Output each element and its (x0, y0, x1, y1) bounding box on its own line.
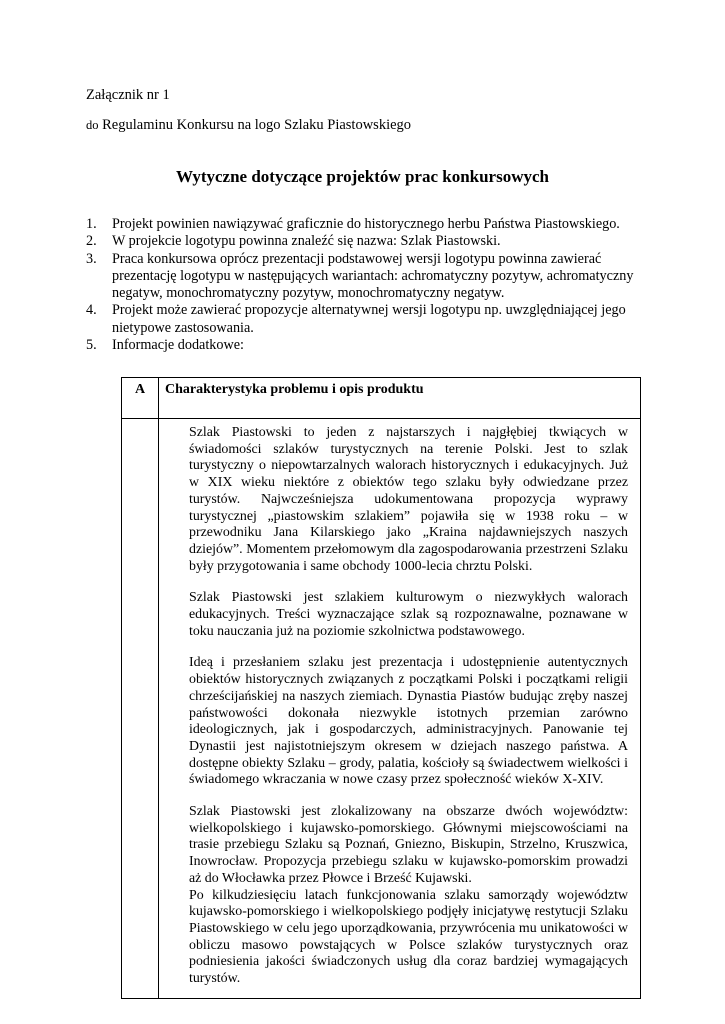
section-body (159, 419, 641, 999)
regulation-prefix: do (86, 118, 99, 132)
body-paragraph: Po kilkudziesięciu latach funkcjonowania szlaku samorządy województw kujawsko-pomorskiego i wielkopolskiego podjęły inicjatywę restytucji Szlaku Piastowskiego w celu jego uporządkowania, przywrócenia mu unikatowości w obliczu masowo powstających w Polsce szlaków turystycznych oraz podniesienia jakości świadczonych usług dla coraz bardziej wymagających turystów. (189, 887, 628, 987)
list-item-number: 3. (86, 250, 97, 267)
list-item-text: Projekt może zawierać propozycje alternatywnej wersji logotypu np. uwzględniającej jego nietypowe zastosowania. (112, 302, 626, 336)
regulation-reference (86, 117, 411, 134)
info-table (121, 377, 641, 999)
empty-cell (122, 419, 159, 999)
list-item-text: Informacje dodatkowe: (112, 337, 244, 354)
regulation-title: Regulaminu Konkursu na logo Szlaku Piastowskiego (98, 117, 412, 133)
guidelines-list (86, 216, 646, 354)
section-letter: A (122, 378, 159, 419)
page-title: Wytyczne dotyczące projektów prac konkursowych (175, 167, 549, 186)
list-item (86, 337, 646, 354)
table-row (122, 419, 641, 999)
section-heading: Charakterystyka problemu i opis produktu (159, 378, 641, 419)
body-paragraph: Szlak Piastowski jest szlakiem kulturowym o niezwykłych walorach edukacyjnych. Treści wyznaczające szlak są rozpoznawalne, poznawane w toku nauczania już na poziomie szkolnictwa podstawowego. (189, 590, 628, 639)
table-row (122, 378, 641, 419)
list-item (86, 302, 646, 337)
list-item-number: 4. (86, 302, 97, 319)
list-item (86, 216, 646, 233)
list-item-number: 1. (86, 216, 97, 232)
body-paragraph: Ideą i przesłaniem szlaku jest prezentacja i udostępnienie autentycznych obiektów historycznych związanych z początkami Polski i początkami religii chrześcijańskiej na naszych ziemiach. Dynastia Piastów budując zręby naszej państwowości dokonała niezwykle istotnych przemian zarówno ideologicznych, jak i gospodarczych, administracyjnych. Panowanie tej Dynastii jest najistotniejszym okresem w dziejach naszego państwa. A dostępne obiekty Szlaku – grody, palatia, kościoły są świadectwem wielkości i świadomego wkraczania w nowe czasy przez społeczność wieków X-XIV. (189, 655, 628, 788)
list-item (86, 233, 646, 250)
list-item (86, 251, 646, 303)
list-item-number: 2. (86, 233, 97, 250)
list-item-number: 5. (86, 337, 97, 354)
attachment-label: Załącznik nr 1 (86, 87, 170, 103)
list-item-text: W projekcie logotypu powinna znaleźć się nazwa: Szlak Piastowski. (112, 233, 501, 250)
list-item-text: Praca konkursowa oprócz prezentacji podstawowej wersji logotypu powinna zawierać prezentację logotypu w następujących wariantach: achromatyczny pozytyw, achromatyczny negatyw, monochromatyczny pozytyw, monochromatyczny negatyw. (112, 250, 634, 302)
body-paragraph: Szlak Piastowski to jeden z najstarszych i najgłębiej tkwiących w świadomości szlaków turystycznych na terenie Polski. Jest to szlak turystyczny o niepowtarzalnych walorach historycznych i edukacyjnych. Już w XIX wieku niektóre z obiektów tego szlaku były odwiedzane przez turystów. Najwcześniejsza udokumentowana propozycja wyprawy turystycznej „piastowskim szlakiem” pojawiła się w 1938 roku – w przewodniku Jana Kilarskiego jako „Kraina najdawniejszych naszych dziejów”. Momentem przełomowym dla zagospodarowania przestrzeni Szlaku były przygotowania i same obchody 1000-lecia chrztu Polski. (189, 425, 628, 574)
list-item-text: Projekt powinien nawiązywać graficznie do historycznego herbu Państwa Piastowskiego. (112, 216, 620, 232)
body-paragraph: Szlak Piastowski jest zlokalizowany na obszarze dwóch województw: wielkopolskiego i kujawsko-pomorskiego. Głównymi miejscowościami na trasie przebiegu Szlaku są Poznań, Gniezno, Biskupin, Strzelno, Kruszwica, Inowrocław. Propozycja przebiegu szlaku w kujawsko-pomorskim prowadzi aż do Włocławka przez Płowce i Brześć Kujawski. (189, 804, 628, 886)
